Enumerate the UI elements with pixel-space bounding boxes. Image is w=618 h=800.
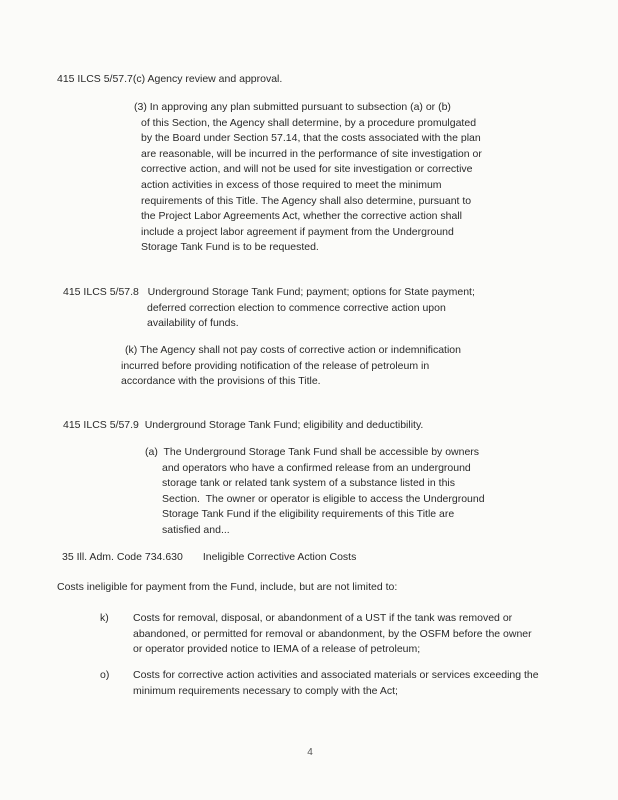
text-line: (3) In approving any plan submitted pursuant to subsection (a) or (b) xyxy=(134,101,451,113)
text-line: are reasonable, will be incurred in the performance of site investigation or xyxy=(141,147,482,160)
paragraph-57-8-k xyxy=(121,343,461,390)
paragraph-57-9-a xyxy=(145,445,485,539)
text-line: corrective action, and will not be used for site investigation or corrective xyxy=(141,163,473,176)
item-text xyxy=(133,611,532,658)
item-label: o) xyxy=(100,669,110,681)
heading-text: 415 ILCS 5/57.8 Underground Storage Tank Fund; payment; options for State payment; xyxy=(63,286,475,298)
ineligible-costs-intro xyxy=(57,580,397,596)
text-line: Costs for corrective action activities and associated materials or services exceeding the xyxy=(133,669,539,681)
text-line: incurred before providing notification of the release of petroleum in xyxy=(121,359,430,372)
heading-code: 35 Ill. Adm. Code 734.630 xyxy=(62,551,183,563)
text-line: Storage Tank Fund is to be requested. xyxy=(141,241,319,254)
section-heading-57-9 xyxy=(63,418,423,434)
page-number: 4 xyxy=(307,747,313,758)
text-line: Costs for removal, disposal, or abandonment of a UST if the tank was removed or xyxy=(133,612,513,624)
heading-text: deferred correction election to commence corrective action upon xyxy=(147,301,446,314)
text-line: accordance with the provisions of this Title. xyxy=(121,375,321,388)
text-line: (a) The Underground Storage Tank Fund shall be accessible by owners xyxy=(145,446,480,458)
text-line: storage tank or related tank system of a substance listed in this xyxy=(162,477,455,490)
item-label: k) xyxy=(100,612,109,624)
text-line: by the Board under Section 57.14, that the costs associated with the plan xyxy=(141,132,481,145)
section-heading-57-8 xyxy=(63,285,475,332)
text-line: (k) The Agency shall not pay costs of corrective action or indemnification xyxy=(125,344,461,356)
section-heading-734-630 xyxy=(62,550,356,566)
heading-text: availability of funds. xyxy=(147,317,239,330)
text-line: the Project Labor Agreements Act, whether the corrective action shall xyxy=(141,210,463,223)
text-line: and operators who have a confirmed release from an underground xyxy=(162,461,471,474)
heading-text: 415 ILCS 5/57.7(c) Agency review and approval. xyxy=(57,73,283,85)
heading-text: 415 ILCS 5/57.9 Underground Storage Tank Fund; eligibility and deductibility. xyxy=(63,419,424,431)
paragraph-57-7-c-3 xyxy=(134,100,482,256)
text-line: or operator provided notice to IEMA of a release of petroleum; xyxy=(133,643,421,656)
text-line: Storage Tank Fund if the eligibility requirements of this Title are xyxy=(162,508,455,521)
text-line: satisfied and... xyxy=(162,523,230,536)
text-line: requirements of this Title. The Agency shall also determine, pursuant to xyxy=(141,194,472,207)
text-line: minimum requirements necessary to comply with the Act; xyxy=(133,684,398,697)
text-line: abandoned, or permitted for removal or abandonment, by the OSFM before the owner xyxy=(133,627,532,640)
text-line: Costs ineligible for payment from the Fund, include, but are not limited to: xyxy=(57,581,398,593)
text-line: include a project labor agreement if payment from the Underground xyxy=(141,225,454,238)
text-line: action activities in excess of those required to meet the minimum xyxy=(141,178,442,191)
heading-title: Ineligible Corrective Action Costs xyxy=(202,551,357,563)
text-line: of this Section, the Agency shall determine, by a procedure promulgated xyxy=(141,116,477,129)
text-line: Section. The owner or operator is eligible to access the Underground xyxy=(162,492,485,505)
item-text xyxy=(133,668,539,699)
section-heading-57-7 xyxy=(57,72,282,88)
